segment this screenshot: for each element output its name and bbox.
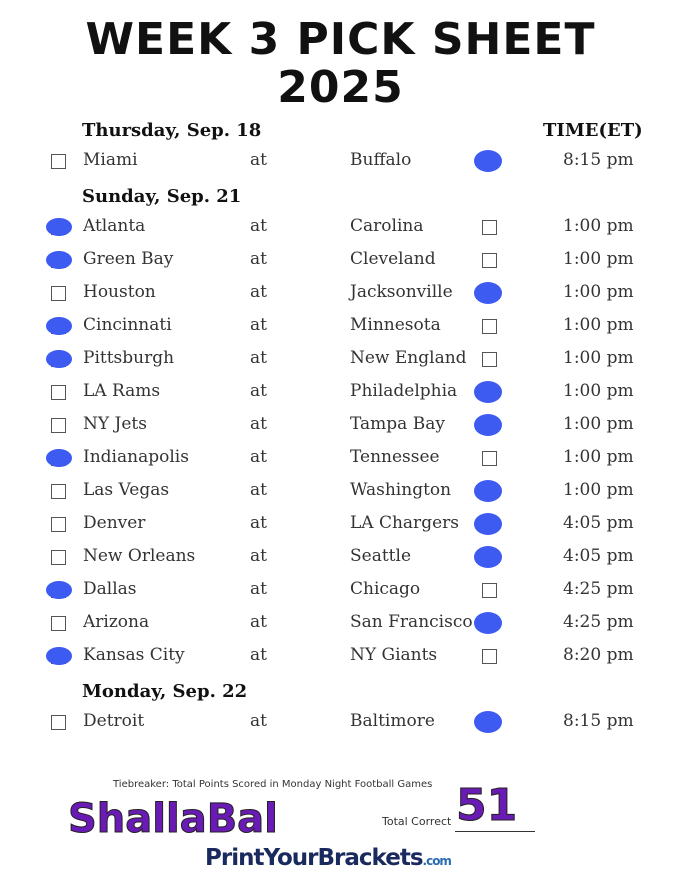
at-label: at xyxy=(250,579,267,599)
home-team: Philadelphia xyxy=(350,381,458,401)
time-header: TIME(ET) xyxy=(543,120,643,141)
away-team: Pittsburgh xyxy=(83,348,175,368)
home-team: Chicago xyxy=(350,579,421,599)
game-row xyxy=(0,707,681,739)
pick-mark xyxy=(474,612,502,634)
total-correct-value[interactable]: 51 xyxy=(456,780,518,831)
at-label: at xyxy=(250,381,267,401)
day-header-sunday: Sunday, Sep. 21 xyxy=(82,186,242,207)
at-label: at xyxy=(250,645,267,665)
game-row xyxy=(0,641,681,673)
away-team: NY Jets xyxy=(83,414,147,434)
game-row xyxy=(0,509,681,541)
brand-part2: Brackets xyxy=(317,845,423,871)
pick-mark xyxy=(46,647,72,665)
away-team: Indianapolis xyxy=(83,447,189,467)
at-label: at xyxy=(250,282,267,302)
away-pick-checkbox[interactable] xyxy=(51,154,66,169)
game-time: 8:15 pm xyxy=(563,150,634,170)
pick-mark xyxy=(46,449,72,467)
home-team: LA Chargers xyxy=(350,513,459,533)
pick-mark xyxy=(474,480,502,502)
pick-mark xyxy=(474,711,502,733)
pick-mark xyxy=(474,546,502,568)
total-correct-label: Total Correct xyxy=(382,815,452,828)
pick-mark xyxy=(474,150,502,172)
away-pick-checkbox[interactable] xyxy=(51,616,66,631)
away-team: Dallas xyxy=(83,579,137,599)
brand-part3: .com xyxy=(422,854,451,868)
away-team: Denver xyxy=(83,513,146,533)
game-row xyxy=(0,311,681,343)
away-pick-checkbox[interactable] xyxy=(51,286,66,301)
away-team: Houston xyxy=(83,282,156,302)
home-team: Cleveland xyxy=(350,249,436,269)
at-label: at xyxy=(250,348,267,368)
game-time: 1:00 pm xyxy=(563,249,634,269)
game-row xyxy=(0,476,681,508)
game-time: 4:25 pm xyxy=(563,579,634,599)
home-pick-checkbox[interactable] xyxy=(482,253,497,268)
game-row xyxy=(0,377,681,409)
home-pick-checkbox[interactable] xyxy=(482,352,497,367)
at-label: at xyxy=(250,711,267,731)
day-header-monday: Monday, Sep. 22 xyxy=(82,681,248,702)
home-team: New England xyxy=(350,348,467,368)
game-time: 1:00 pm xyxy=(563,414,634,434)
at-label: at xyxy=(250,414,267,434)
game-time: 4:05 pm xyxy=(563,546,634,566)
home-team: Buffalo xyxy=(350,150,412,170)
at-label: at xyxy=(250,447,267,467)
at-label: at xyxy=(250,480,267,500)
home-team: Jacksonville xyxy=(350,282,453,302)
home-team: Minnesota xyxy=(350,315,441,335)
at-label: at xyxy=(250,315,267,335)
home-team: Carolina xyxy=(350,216,424,236)
brand-logo xyxy=(205,845,451,871)
game-time: 8:15 pm xyxy=(563,711,634,731)
home-team: Seattle xyxy=(350,546,412,566)
away-team: Las Vegas xyxy=(83,480,170,500)
pick-mark xyxy=(46,218,72,236)
game-row xyxy=(0,542,681,574)
game-row xyxy=(0,575,681,607)
home-team: NY Giants xyxy=(350,645,438,665)
pick-mark xyxy=(46,317,72,335)
at-label: at xyxy=(250,513,267,533)
away-pick-checkbox[interactable] xyxy=(51,418,66,433)
pick-mark xyxy=(474,282,502,304)
game-time: 4:05 pm xyxy=(563,513,634,533)
game-row xyxy=(0,344,681,376)
away-team: Arizona xyxy=(83,612,150,632)
at-label: at xyxy=(250,150,267,170)
away-team: LA Rams xyxy=(83,381,161,401)
game-time: 1:00 pm xyxy=(563,348,634,368)
game-time: 1:00 pm xyxy=(563,216,634,236)
pick-mark xyxy=(46,251,72,269)
away-team: Cincinnati xyxy=(83,315,172,335)
home-pick-checkbox[interactable] xyxy=(482,649,497,664)
game-row xyxy=(0,410,681,442)
at-label: at xyxy=(250,216,267,236)
home-team: Tampa Bay xyxy=(350,414,445,434)
away-team: Kansas City xyxy=(83,645,185,665)
sheet-title: WEEK 3 PICK SHEET xyxy=(85,14,596,65)
pick-mark xyxy=(474,414,502,436)
game-row xyxy=(0,443,681,475)
tiebreaker-text: Total Points Scored in Monday Night Football Games xyxy=(169,779,433,790)
game-row xyxy=(0,212,681,244)
at-label: at xyxy=(250,612,267,632)
home-pick-checkbox[interactable] xyxy=(482,451,497,466)
game-time: 1:00 pm xyxy=(563,315,634,335)
game-row xyxy=(0,245,681,277)
away-team: New Orleans xyxy=(83,546,196,566)
game-row xyxy=(0,146,681,178)
away-pick-checkbox[interactable] xyxy=(51,385,66,400)
game-row xyxy=(0,608,681,640)
player-name: ShallaBal xyxy=(68,796,278,842)
away-team: Green Bay xyxy=(83,249,174,269)
at-label: at xyxy=(250,546,267,566)
pick-mark xyxy=(46,350,72,368)
home-team: San Francisco xyxy=(350,612,473,632)
home-team: Tennessee xyxy=(350,447,440,467)
day-header-thursday: Thursday, Sep. 18 xyxy=(82,120,262,141)
away-team: Atlanta xyxy=(83,216,146,236)
away-team: Miami xyxy=(83,150,138,170)
pick-mark xyxy=(46,581,72,599)
home-pick-checkbox[interactable] xyxy=(482,319,497,334)
game-time: 8:20 pm xyxy=(563,645,634,665)
sheet-year: 2025 xyxy=(277,62,404,113)
away-pick-checkbox[interactable] xyxy=(51,484,66,499)
brand-part1: PrintYour xyxy=(205,845,318,871)
tiebreaker-line xyxy=(113,779,432,790)
away-pick-checkbox[interactable] xyxy=(51,517,66,532)
away-team: Detroit xyxy=(83,711,145,731)
pick-mark xyxy=(474,513,502,535)
game-time: 4:25 pm xyxy=(563,612,634,632)
game-time: 1:00 pm xyxy=(563,447,634,467)
game-time: 1:00 pm xyxy=(563,282,634,302)
home-pick-checkbox[interactable] xyxy=(482,220,497,235)
at-label: at xyxy=(250,249,267,269)
home-team: Baltimore xyxy=(350,711,435,731)
tiebreaker-label: Tiebreaker: xyxy=(113,779,170,790)
game-row xyxy=(0,278,681,310)
total-correct-line xyxy=(455,831,535,832)
home-team: Washington xyxy=(350,480,452,500)
away-pick-checkbox[interactable] xyxy=(51,715,66,730)
game-time: 1:00 pm xyxy=(563,480,634,500)
away-pick-checkbox[interactable] xyxy=(51,550,66,565)
home-pick-checkbox[interactable] xyxy=(482,583,497,598)
pick-mark xyxy=(474,381,502,403)
game-time: 1:00 pm xyxy=(563,381,634,401)
